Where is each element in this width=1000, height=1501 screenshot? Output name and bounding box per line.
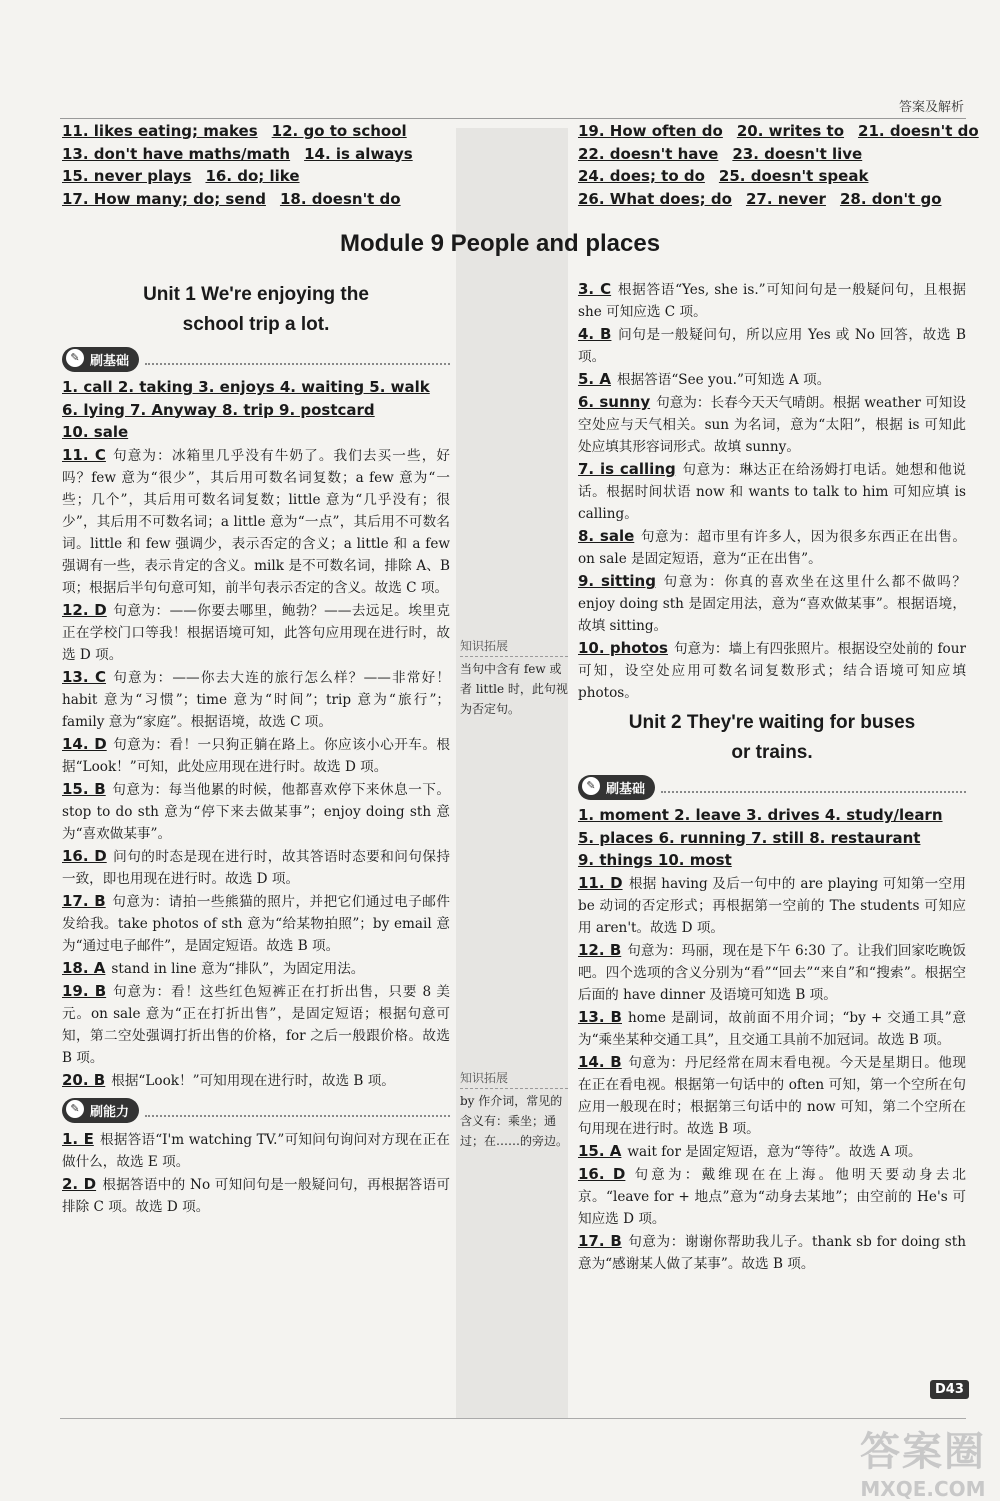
badge-label: 刷能力 (90, 1105, 130, 1120)
question-item (578, 939, 966, 1006)
question-explanation: 根据答语中的 No 可知问句是一般疑问句，再根据答语可排除 C 项。故选 D 项。 (62, 1176, 450, 1215)
question-answer: 15. A (578, 1141, 622, 1160)
answer-cell: 19. How often do (578, 122, 723, 140)
question-item (578, 570, 966, 637)
question-item (62, 980, 450, 1069)
answer-cell: 27. never (745, 189, 826, 208)
question-explanation: 根据“Look！”可知用现在进行时，故选 B 项。 (111, 1072, 395, 1089)
unit2-title-line1: Unit 2 They're waiting for buses (628, 712, 916, 733)
question-explanation: 句意为：戴维现在在上海。他明天要动身去北京。“leave for + 地点”意为“动身去某地”；由空前的 He's 可知应选 D 项。 (578, 1166, 967, 1227)
answer-cell: 14. is always (304, 144, 413, 163)
question-answer: 3. C (578, 280, 612, 298)
top-left-answers (62, 120, 442, 210)
answer-cell: 26. What does; do (578, 189, 732, 208)
question-item (578, 391, 966, 458)
basic-answer-row: 10. sale (62, 423, 129, 441)
answer-cell: 13. don't have maths/math (62, 144, 291, 163)
question-explanation: 句意为：长春今天天气晴朗。根据 weather 可知设空处应与天气相关。sun 为名词，意为“太阳”，根据 is 可知此处应填其形容词形式。故填 sunny。 (578, 395, 966, 455)
question-item (62, 599, 450, 666)
question-item (578, 872, 966, 939)
knowledge-note-1 (460, 636, 568, 719)
question-answer: 17. B (62, 891, 106, 910)
unit1-title-line2: school trip a lot. (182, 314, 330, 335)
header-rule (60, 118, 966, 119)
answer-cell: 17. How many; do; send (62, 189, 266, 208)
question-answer: 13. B (578, 1007, 622, 1026)
badge-basic-2 (578, 774, 966, 800)
answer-row (578, 143, 978, 166)
unit1-title-line1: Unit 1 We're enjoying the (143, 284, 369, 305)
question-explanation: 问句的时态是现在进行时，故其答语时态要和问句保持一致，即也用现在进行时。故选 D 项。 (62, 848, 451, 887)
question-answer: 2. D (62, 1174, 97, 1193)
module-title: Module 9 People and places (339, 230, 661, 257)
answer-cell: 22. doesn't have (578, 144, 719, 163)
question-answer: 18. A (62, 958, 106, 977)
answer-cell: 21. doesn't do (858, 122, 979, 140)
answer-cell: 20. writes to (736, 122, 845, 140)
note-text: 当句中含有 few 或者 little 时，此句视为否定句。 (460, 662, 568, 716)
knowledge-note-2 (460, 1068, 568, 1151)
note-title: 知识拓展 (460, 636, 568, 657)
question-item (62, 666, 450, 733)
answer-row (578, 165, 978, 188)
question-answer: 1. E (62, 1129, 94, 1148)
answer-cell: 23. doesn't live (732, 144, 863, 163)
watermark-logo: 答案圈 MXQE.COM (860, 1429, 986, 1501)
question-answer: 8. sale (578, 527, 635, 545)
answer-row (62, 120, 442, 143)
footer-rule (60, 1418, 966, 1419)
question-explanation: 句意为：冰箱里几乎没有牛奶了。我们去买一些，好吗？few 意为“很少”，其后用可数名词复数；a few 意为“一些；几个”，其后用可数名词复数；little 意为“几乎没有；很少”，其后用不可数名词；a little 意为“一点”，其后用不可数名词。little 和 few 强调少，表示否定的含义；a little 和 a few 强调有一些，表示肯定的含义。milk 是不可数名词，排除 A、B 项；根据后半句句意可知，前半句表示否定的含义。故选 C 项。 (62, 447, 451, 596)
badge-label: 刷基础 (606, 781, 646, 797)
question-item (62, 845, 450, 890)
question-answer: 16. D (62, 846, 107, 865)
answer-cell: 12. go to school (271, 122, 407, 140)
answer-row (62, 143, 442, 166)
question-explanation: 句意为：墙上有四张照片。根据设空处前的 four 可知，设空处应用可数名词复数形式；结合语境可知应填 photos。 (578, 641, 966, 701)
question-answer: 14. B (578, 1052, 622, 1071)
dotted-divider (661, 781, 966, 793)
question-explanation: wait for 是固定短语，意为“等待”。故选 A 项。 (627, 1143, 922, 1160)
question-explanation: 句意为：谢谢你帮助我儿子。thank sb for doing sth 意为“感谢某人做了某事”。故选 B 项。 (578, 1233, 966, 1272)
question-item (62, 1173, 450, 1218)
right-column (578, 278, 966, 1275)
question-item (578, 458, 966, 525)
answer-cell: 15. never plays (62, 167, 192, 185)
question-answer: 16. D (578, 1164, 626, 1183)
question-answer: 11. D (578, 873, 623, 892)
unit1-items (62, 444, 450, 1092)
margin-column (456, 128, 568, 1418)
question-answer: 9. sitting (578, 572, 656, 590)
question-answer: 19. B (62, 981, 107, 1000)
note-text: by 作介词，常见的含义有：乘坐；通过；在……的旁边。 (460, 1094, 569, 1148)
top-right-answers (578, 120, 978, 210)
question-item (578, 1230, 966, 1275)
question-explanation: 问句是一般疑问句，所以应用 Yes 或 No 回答，故选 B 项。 (578, 327, 966, 365)
question-item (62, 778, 450, 845)
question-explanation: 句意为：琳达正在给汤姆打电话。她想和他说话。根据时间状语 now 和 wants to talk to him 可知应填 is calling。 (578, 462, 966, 522)
question-item (578, 637, 966, 704)
answer-cell: 11. likes eating; makes (62, 122, 258, 140)
answer-row (578, 188, 978, 211)
dotted-divider (145, 1105, 450, 1117)
basic-answer-row: 9. things 10. most (578, 851, 732, 869)
header-title: 答案及解析 (898, 100, 964, 115)
basic-answer-row: 5. places 6. running 7. still 8. restaurant (578, 828, 921, 847)
unit2-basic-answers (578, 804, 966, 872)
unit2-title-line2: or trains. (731, 742, 813, 763)
basic-answer-row: 6. lying 7. Anyway 8. trip 9. postcard (62, 400, 375, 419)
question-explanation: stand in line 意为“排队”，为固定用法。 (111, 960, 365, 977)
question-explanation: 句意为：你真的喜欢坐在这里什么都不做吗？enjoy doing sth 是固定用法，意为“喜欢做某事”。根据语境，故填 sitting。 (578, 574, 966, 634)
question-explanation: 句意为：看！这些红色短裤正在打折出售，只要 8 美元。on sale 意为“正在打折出售”，是固定短语；根据句意可知，第二空处强调打折出售的价格，for 之后一般跟价格。故选 B 项。 (62, 983, 450, 1066)
question-answer: 15. B (62, 779, 106, 798)
basic-answer-row: 1. call 2. taking 3. enjoys 4. waiting 5. walk (62, 378, 430, 396)
question-explanation: 句意为：看！一只狗正躺在路上。你应该小心开车。根据“Look！”可知，此处应用现在进行时。故选 D 项。 (62, 736, 451, 775)
question-item (578, 278, 966, 323)
question-answer: 20. B (62, 1070, 106, 1089)
question-explanation: 根据答语“I'm watching TV.”可知问句询问对方现在正在做什么，故选 E 项。 (62, 1131, 450, 1170)
question-item (578, 1051, 966, 1140)
question-answer: 12. B (578, 940, 622, 959)
question-answer: 11. C (62, 445, 106, 464)
question-answer: 12. D (62, 600, 107, 619)
question-answer: 17. B (578, 1231, 622, 1250)
unit1-ability-items (62, 1128, 450, 1218)
pen-icon: ✎ (66, 349, 84, 367)
answer-cell: 16. do; like (205, 167, 300, 185)
question-answer: 10. photos (578, 639, 668, 657)
badge-ability (62, 1098, 450, 1124)
question-explanation: 根据答语“See you.”可知选 A 项。 (616, 372, 831, 388)
answer-row (62, 188, 442, 211)
left-column (62, 280, 450, 1218)
pen-icon: ✎ (66, 1100, 84, 1118)
question-item (62, 957, 450, 980)
dotted-divider (145, 353, 450, 365)
pen-icon: ✎ (582, 777, 600, 795)
answer-row (62, 165, 442, 188)
question-item (62, 733, 450, 778)
answer-cell: 24. does; to do (578, 167, 705, 185)
badge-basic (62, 346, 450, 372)
question-explanation: 句意为：玛丽，现在是下午 6:30 了。让我们回家吃晚饭吧。四个选项的含义分别为“看”“回去”“来自”和“搜索”。根据空后面的 have dinner 及语境可知选 B 项。 (578, 942, 966, 1003)
answer-cell: 28. don't go (839, 189, 942, 208)
badge-label: 刷基础 (90, 353, 130, 369)
question-item (62, 1128, 450, 1173)
question-item (62, 1069, 450, 1092)
question-item (578, 1006, 966, 1051)
question-answer: 5. A (578, 370, 611, 388)
question-answer: 4. B (578, 325, 612, 343)
question-item (578, 1140, 966, 1163)
question-answer: 13. C (62, 667, 107, 686)
question-explanation: 句意为：丹尼经常在周末看电视。今天是星期日。他现在正在看电视。根据第一句话中的 often 可知，第一个空所在句应用一般现在时；根据第三句话中的 now 可知，第二个空所在句用现在进行时。故选 B 项。 (578, 1054, 966, 1137)
answer-cell: 18. doesn't do (279, 189, 401, 208)
question-explanation: 句意为：请拍一些熊猫的照片，并把它们通过电子邮件发给我。take photos of sth 意为“给某物拍照”；by email 意为“通过电子邮件”，是固定短语。故选 B 项。 (62, 893, 450, 954)
question-answer: 14. D (62, 734, 107, 753)
question-explanation: 句意为：超市里有许多人，因为很多东西正在出售。on sale 是固定短语，意为“正在出售”。 (578, 529, 966, 567)
unit1-basic-answers (62, 376, 450, 444)
question-item (578, 525, 966, 570)
answer-row (578, 120, 978, 143)
question-item (578, 368, 966, 391)
question-answer: 7. is calling (578, 460, 676, 478)
question-item (578, 323, 966, 368)
question-item (578, 1163, 966, 1230)
unit2-items (578, 872, 966, 1275)
page-number: D43 (930, 1380, 969, 1399)
basic-answer-row: 1. moment 2. leave 3. drives 4. study/learn (578, 806, 943, 824)
question-explanation: home 是副词，故前面不用介词；“by + 交通工具”意为“乘坐某种交通工具”，且交通工具前不加冠词。故选 B 项。 (578, 1009, 966, 1048)
question-explanation: 根据 having 及后一句中的 are playing 可知第一空用 be 动词的否定形式；再根据第一空前的 The students 可知应用 aren't。故选 D 项。 (578, 875, 967, 936)
question-explanation: 句意为：每当他累的时候，他都喜欢停下来休息一下。stop to do sth 意为“停下来去做某事”；enjoy doing sth 意为“喜欢做某事”。 (62, 781, 450, 842)
question-explanation: 句意为：——你去大连的旅行怎么样？——非常好！habit 意为“习惯”；time 意为“时间”；trip 意为“旅行”；family 意为“家庭”。根据语境，故选 C 项。 (62, 669, 450, 730)
question-item (62, 890, 450, 957)
question-explanation: 句意为：——你要去哪里，鲍勃？——去远足。埃里克正在学校门口等我！根据语境可知，此答句应用现在进行时，故选 D 项。 (62, 602, 450, 663)
question-explanation: 根据答语“Yes, she is.”可知问句是一般疑问句，且根据 she 可知应选 C 项。 (578, 282, 966, 320)
right-items (578, 278, 966, 704)
question-answer: 6. sunny (578, 393, 651, 411)
answer-cell: 25. doesn't speak (718, 167, 869, 185)
note-title: 知识拓展 (460, 1068, 568, 1089)
question-item (62, 444, 450, 599)
